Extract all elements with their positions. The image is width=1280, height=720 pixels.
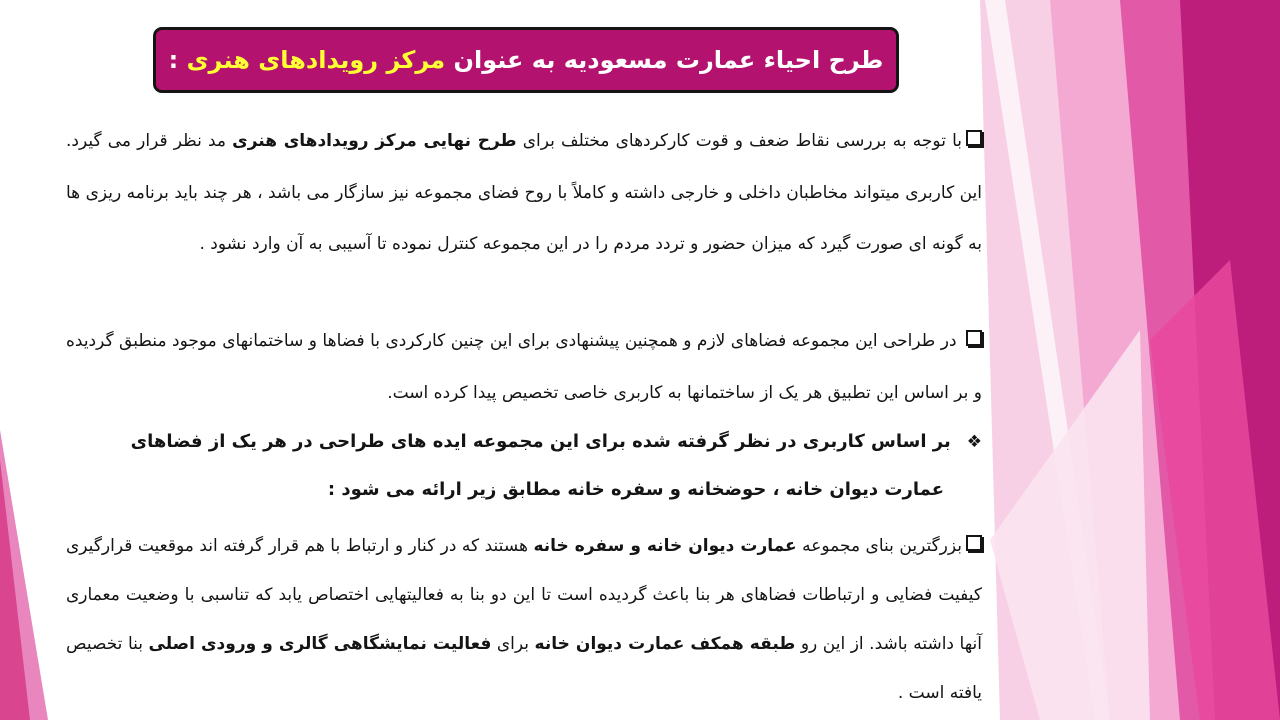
diamond-star-bullet-icon: ❖: [966, 432, 982, 452]
p4-bold-1: عمارت دیوان خانه و سفره خانه: [533, 536, 797, 556]
p2-text: در طراحی این مجموعه فضاهای لازم و همچنین پیشنهادی برای این چنین کارکردی با فضاها و ساختمانهای موجود منطبق گردیده و بر اساس این تطبیق هر یک از ساختمانها به کاربری خاصی تخصیص پیدا کرده است.: [66, 331, 982, 403]
slide-title: [169, 46, 884, 74]
p3-line1: بر اساس کاربری در نظر گرفته شده برای این مجموعه ایده های طراحی در هر یک از فضاهای: [130, 431, 951, 452]
p4-bold-3: فعالیت نمایشگاهی گالری و ورودی اصلی: [148, 634, 492, 654]
p4-text-c: هستند که در کنار و ارتباط با هم قرار گرفته اند موقعیت قرارگیری کیفیت فضایی و ارتباطات فضاهای هر بنا باعث گردیده است تا این دو بنا به فعالیتهایی اختصاص یابد که تناسبی با وضعیت معماری آنها داشته باشد. از این رو: [66, 536, 982, 654]
square-bullet-icon: [966, 535, 982, 551]
p1-text-c: مد نظر قرار می گیرد. این کاربری میتواند مخاطبان داخلی و خارجی داشته و کاملاً با روح فضای مجموعه نیز سازگار می باشد ، هر چند باید برنامه ریزی ها به گونه ای صورت گیرد که میزان حضور و تردد مردم را در این مجموعه کنترل نموده تا آسیبی به آن وارد نشود .: [66, 131, 982, 254]
p3-line2: عمارت دیوان خانه ، حوضخانه و سفره خانه مطابق زیر ارائه می شود :: [327, 479, 944, 500]
p1-bold: طرح نهایی مرکز رویدادهای هنری: [232, 131, 517, 151]
title-highlight: مرکز رویدادهای هنری: [186, 46, 446, 74]
p4-bold-2: طبقه همکف عمارت دیوان خانه: [534, 634, 796, 654]
paragraph-buildings: [66, 522, 982, 718]
paragraph-ideas: [66, 418, 982, 514]
title-main: طرح احیاء عمارت مسعودیه به عنوان: [445, 46, 884, 74]
title-banner: [153, 27, 899, 93]
title-end: :: [168, 46, 187, 74]
paragraph-design: [66, 315, 982, 419]
p4-text-a: بزرگترین بنای مجموعه: [796, 536, 962, 556]
p1-text-a: با توجه به بررسی نقاط ضعف و قوت کارکردهای مختلف برای: [516, 131, 962, 151]
p4-text-g: بنا تخصیص یافته است .: [66, 634, 982, 703]
p4-text-e: برای: [491, 634, 535, 654]
square-bullet-icon: [966, 330, 982, 346]
square-bullet-icon: [966, 130, 982, 146]
paragraph-intro: [66, 116, 982, 271]
